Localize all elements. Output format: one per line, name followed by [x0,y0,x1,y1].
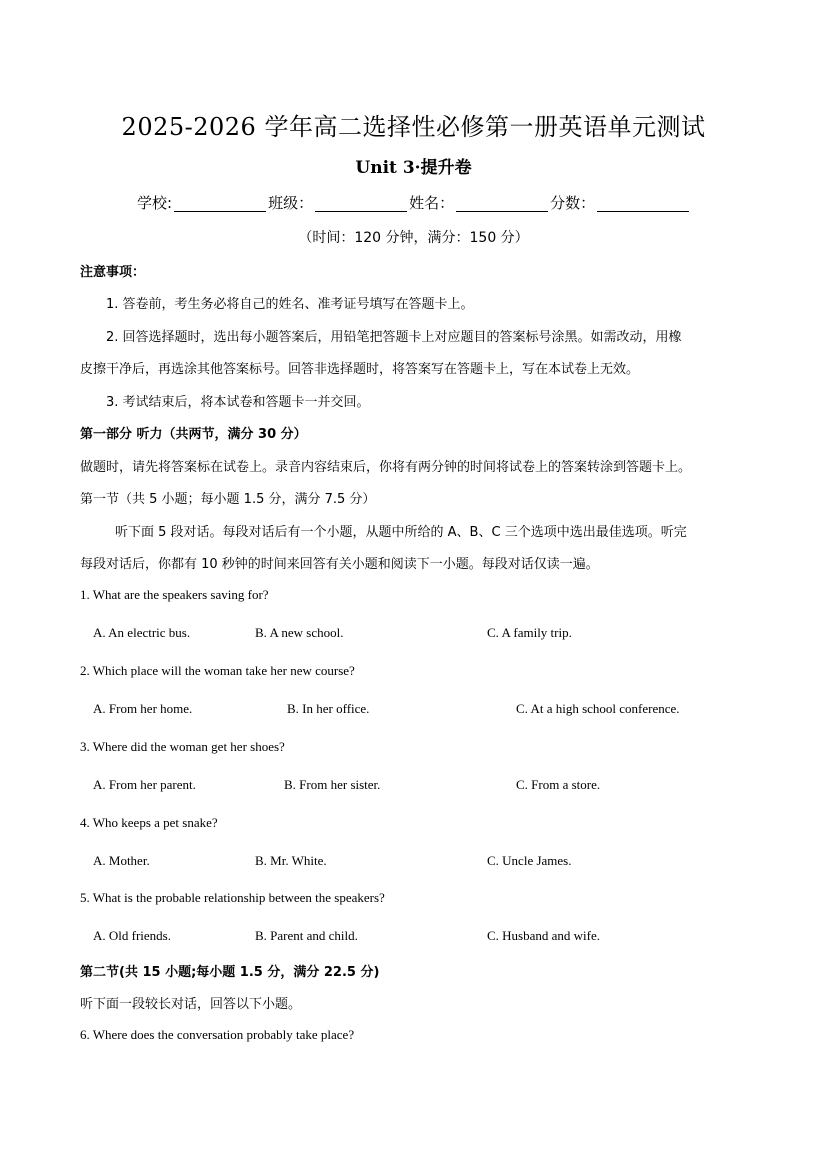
question-4: 4. Who keeps a pet snake? [80,815,218,830]
section2-instruction: 听下面一段较长对话，回答以下小题。 [80,997,302,1012]
school-blank [174,197,266,212]
option-a: A. Mother. [93,853,150,868]
student-info-row [137,192,691,213]
note-item: 1. 答卷前，考生务必将自己的姓名、准考证号填写在答题卡上。 [106,297,474,312]
section1-instruction: 听下面 5 段对话。每段对话后有一个小题，从题中所给的 A、B、C 三个选项中选出最佳选项。听完 [115,525,687,540]
time-info: （时间：120 分钟，满分：150 分） [298,230,529,246]
score-blank [597,197,689,212]
note-item: 2. 回答选择题时，选出每小题答案后，用铅笔把答题卡上对应题目的答案标号涂黑。如需改动，用橡 [106,330,682,345]
question-3: 3. Where did the woman get her shoes? [80,739,285,754]
option-a: A. From her parent. [93,777,196,792]
option-b: B. Parent and child. [255,928,358,943]
part1-instruction: 做题时，请先将答案标在试卷上。录音内容结束后，你将有两分钟的时间将试卷上的答案转涂到答题卡上。 [80,460,692,475]
option-a: A. Old friends. [93,928,171,943]
page-title: 2025-2026 学年高二选择性必修第一册英语单元测试 [121,113,706,141]
school-label: 学校: [137,194,173,212]
note-item: 3. 考试结束后，将本试卷和答题卡一并交回。 [106,395,370,410]
section1-heading: 第一节（共 5 小题；每小题 1.5 分，满分 7.5 分） [80,492,376,507]
option-b: B. From her sister. [284,777,381,792]
option-a: A. From her home. [93,701,193,716]
class-label: 班级： [268,194,314,212]
section2-heading: 第二节(共 15 小题;每小题 1.5 分，满分 22.5 分) [80,965,380,980]
score-label: 分数： [550,194,596,212]
option-b: B. A new school. [255,625,344,640]
note-item: 皮擦干净后，再选涂其他答案标号。回答非选择题时，将答案写在答题卡上，写在本试卷上无效。 [80,362,640,377]
option-a: A. An electric bus. [93,625,191,640]
option-c: C. Husband and wife. [487,928,601,943]
option-c: C. At a high school conference. [516,701,680,716]
section1-instruction-cont: 每段对话后，你都有 10 秒钟的时间来回答有关小题和阅读下一小题。每段对话仅读一遍。 [80,557,599,572]
option-b: B. Mr. White. [255,853,327,868]
class-blank [315,197,407,212]
option-b: B. In her office. [287,701,370,716]
notes-heading: 注意事项： [80,265,146,280]
name-label: 姓名： [409,194,455,212]
question-2: 2. Which place will the woman take her new course? [80,663,355,678]
option-c: C. Uncle James. [487,853,572,868]
page-subtitle: Unit 3·提升卷 [355,158,472,178]
question-1: 1. What are the speakers saving for? [80,587,269,602]
question-6: 6. Where does the conversation probably take place? [80,1027,355,1042]
part1-heading: 第一部分 听力（共两节，满分 30 分） [80,427,307,442]
name-blank [456,197,548,212]
question-5: 5. What is the probable relationship between the speakers? [80,890,385,905]
option-c: C. A family trip. [487,625,572,640]
option-c: C. From a store. [516,777,601,792]
